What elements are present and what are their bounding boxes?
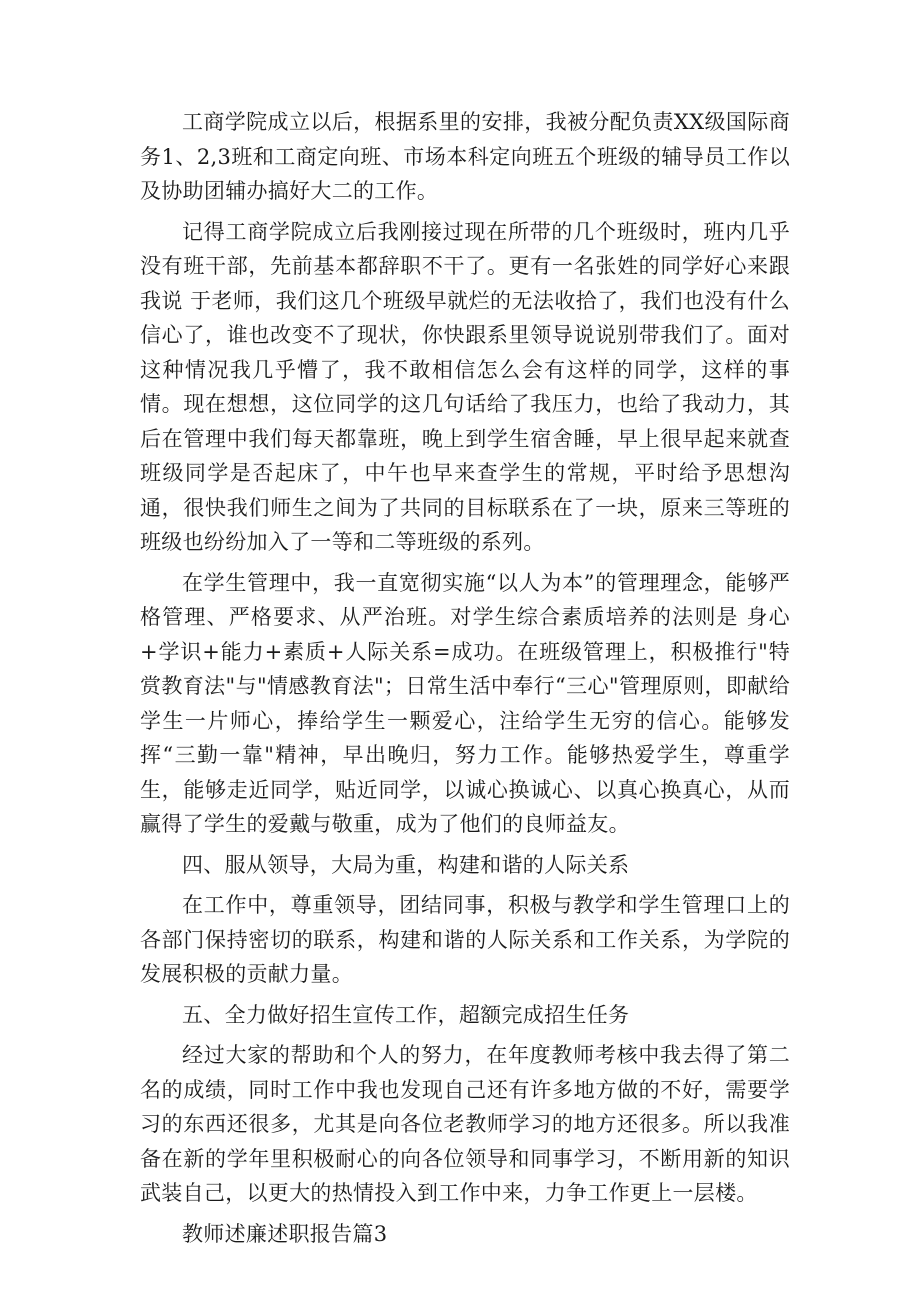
section-heading-5: 五、全力做好招生宣传工作，超额完成招生任务 — [182, 1002, 630, 1027]
paragraph-class-management: 记得工商学院成立后我刚接过现在所带的几个班级时，班内几乎没有班干部，先前基本都辞职不干了。更有一名张姓的同学好心来跟我说 于老师，我们这几个班级早就烂的无法收拾了，我们也没有什么信心了，谁也改变不了现状，你快跟系里领导说说别带我们了。面对这种情况我几乎懵了，我不敢相信怎么会有这样的同学，这样的事情。现在想想，这位同学的这几句话给了我压力，也给了我动力，其后在管理中我们每天都靠班，晚上到学生宿舍睡，早上很早起来就查班级同学是否起床了，中午也早来查学生的常规，平时给予思想沟通，很快我们师生之间为了共同的目标联系在了一块，原来三等班的班级也纷纷加入了一等和二等班级的系列。 — [140, 219, 790, 554]
paragraph-relationships: 在工作中，尊重领导，团结同事，积极与教学和学生管理口上的各部门保持密切的联系，构建和谐的人际关系和工作关系，为学院的发展积极的贡献力量。 — [140, 893, 790, 986]
paragraph-intro: 工商学院成立以后，根据系里的安排，我被分配负责XX级国际商务1、2,3班和工商定向班、市场本科定向班五个班级的辅导员工作以及协助团辅办搞好大二的工作。 — [140, 110, 790, 203]
paragraph-summary: 经过大家的帮助和个人的努力，在年度教师考核中我去得了第二名的成绩，同时工作中我也发现自己还有许多地方做的不好，需要学习的东西还很多，尤其是向各位老教师学习的地方还很多。所以我准备在新的学年里积极耐心的向各位领导和同事学习，不断用新的知识武装自己，以更大的热情投入到工作中来，力争工作更上一层楼。 — [140, 1043, 790, 1205]
document-body — [140, 105, 790, 1257]
section-heading-4: 四、服从领导，大局为重，构建和谐的人际关系 — [182, 852, 630, 877]
paragraph-student-management: 在学生管理中，我一直宽彻实施“以人为本”的管理理念，能够严格管理、严格要求、从严治班。对学生综合素质培养的法则是 身心+学识+能力+素质+人际关系=成功。在班级管理上，积极推行"特赏教育法"与"情感教育法"；日常生活中奉行“三心"管理原则，即献给学生一片师心，捧给学生一颗爱心，注给学生无穷的信心。能够发挥“三勤一靠"精神，早出晚归，努力工作。能够热爱学生，尊重学生，能够走近同学，贴近同学，以诚心换诚心、以真心换真心，从而赢得了学生的爱戴与敬重，成为了他们的良师益友。 — [140, 570, 790, 836]
next-report-title: 教师述廉述职报告篇3 — [182, 1221, 388, 1246]
